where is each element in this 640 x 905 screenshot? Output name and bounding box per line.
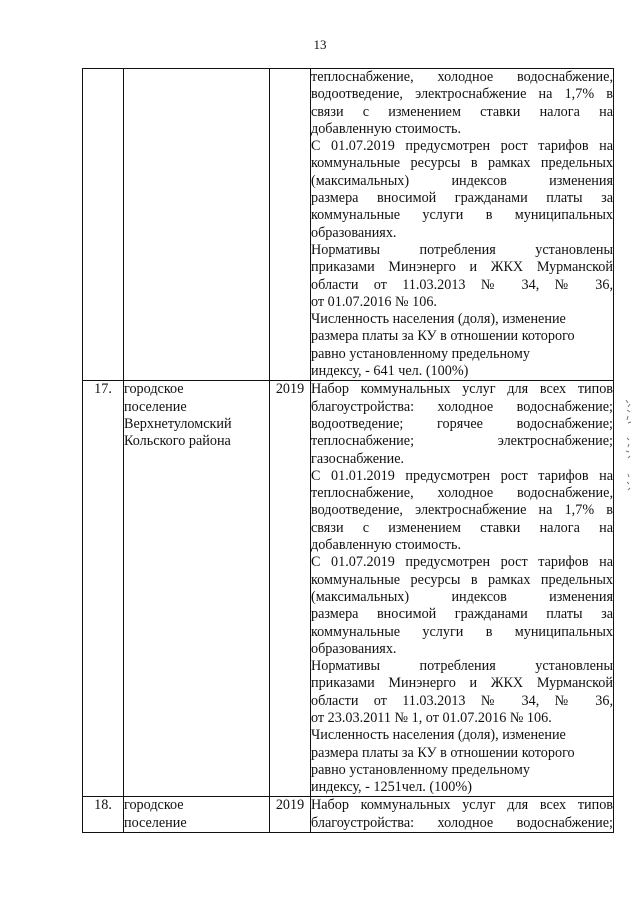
- description-line: приказами Минэнерго и ЖКХ Мурманской: [311, 675, 613, 692]
- municipality-name-line: поселение: [124, 814, 187, 831]
- margin-scan-marks: [622, 398, 636, 493]
- description-line: приказами Минэнерго и ЖКХ Мурманской: [311, 259, 613, 276]
- description-line: Набор коммунальных услуг для всех типов: [311, 381, 613, 398]
- description-line: С 01.01.2019 предусмотрен рост тарифов на: [311, 467, 613, 484]
- description-line: добавленную стоимость.: [311, 537, 462, 554]
- municipality-name: [124, 69, 270, 381]
- row-number: [83, 69, 124, 381]
- municipality-name: [124, 797, 270, 833]
- description-line: коммунальные услуги в муниципальных: [311, 623, 613, 640]
- description-line: газоснабжение.: [311, 450, 405, 467]
- description-line: индексу, - 641 чел. (100%): [311, 363, 469, 380]
- municipality-name-line: Верхнетуломский: [124, 415, 232, 432]
- description-line: образованиях.: [311, 224, 397, 241]
- description-line: водоотведение; горячее водоснабжение;: [311, 415, 613, 432]
- description-line: Нормативы потребления установлены: [311, 658, 613, 675]
- municipality-name-line: городское: [124, 381, 184, 398]
- description-line: связи с изменением ставки налога на: [311, 519, 613, 536]
- table-row: [83, 797, 614, 833]
- municipality-name-line: поселение: [124, 398, 187, 415]
- municipality-name-line: городское: [124, 797, 184, 814]
- description-line: равно установленному предельному: [311, 761, 530, 778]
- row-number: 17.: [83, 381, 124, 797]
- description-line: водоотведение, электроснабжение на 1,7% в: [311, 86, 613, 103]
- description-line: от 01.07.2016 № 106.: [311, 293, 437, 310]
- description-line: размера платы за КУ в отношении которого: [311, 328, 575, 345]
- description-line: теплоснабжение, холодное водоснабжение,: [311, 485, 613, 502]
- description-line: связи с изменением ставки налога на: [311, 103, 613, 120]
- description-line: теплоснабжение, холодное водоснабжение,: [311, 69, 613, 85]
- description-line: (максимальных) индексов изменения: [311, 588, 613, 605]
- table-row: [83, 69, 614, 381]
- description-cell: [311, 69, 614, 381]
- table-body: [83, 69, 614, 833]
- description-line: благоустройства: холодное водоснабжение;: [311, 814, 613, 831]
- description-line: (максимальных) индексов изменения: [311, 172, 613, 189]
- row-number: 18.: [83, 797, 124, 833]
- description-line: равно установленному предельному: [311, 345, 530, 362]
- description-line: Нормативы потребления установлены: [311, 241, 613, 258]
- description-line: С 01.07.2019 предусмотрен рост тарифов на: [311, 138, 613, 155]
- description-line: размера вносимой гражданами платы за: [311, 190, 613, 207]
- description-line: теплоснабжение; электроснабжение;: [311, 433, 613, 450]
- description-line: Численность населения (доля), изменение: [311, 727, 566, 744]
- description-line: размера вносимой гражданами платы за: [311, 606, 613, 623]
- description-line: области от 11.03.2013 № 34, № 36,: [311, 692, 613, 709]
- page-number: 13: [313, 37, 327, 52]
- tariff-table: [82, 68, 614, 833]
- description-line: коммунальные ресурсы в рамках предельных: [311, 571, 613, 588]
- description-line: от 23.03.2011 № 1, от 01.07.2016 № 106.: [311, 709, 552, 726]
- description-line: размера платы за КУ в отношении которого: [311, 744, 575, 761]
- description-line: добавленную стоимость.: [311, 120, 462, 137]
- year-cell: [270, 69, 311, 381]
- description-line: Численность населения (доля), изменение: [311, 311, 566, 328]
- description-line: водоотведение, электроснабжение на 1,7% в: [311, 502, 613, 519]
- description-line: коммунальные услуги в муниципальных: [311, 207, 613, 224]
- table-row: [83, 381, 614, 797]
- year-cell: 2019: [270, 381, 311, 797]
- description-line: Набор коммунальных услуг для всех типов: [311, 797, 613, 814]
- description-line: коммунальные ресурсы в рамках предельных: [311, 155, 613, 172]
- description-line: области от 11.03.2013 № 34, № 36,: [311, 276, 613, 293]
- description-line: благоустройства: холодное водоснабжение;: [311, 398, 613, 415]
- description-cell: [311, 797, 614, 833]
- description-line: индексу, - 1251чел. (100%): [311, 779, 472, 796]
- municipality-name-line: Кольского района: [124, 433, 231, 450]
- municipality-name: [124, 381, 270, 797]
- description-line: С 01.07.2019 предусмотрен рост тарифов на: [311, 554, 613, 571]
- description-cell: [311, 381, 614, 797]
- year-cell: 2019: [270, 797, 311, 833]
- description-line: образованиях.: [311, 640, 397, 657]
